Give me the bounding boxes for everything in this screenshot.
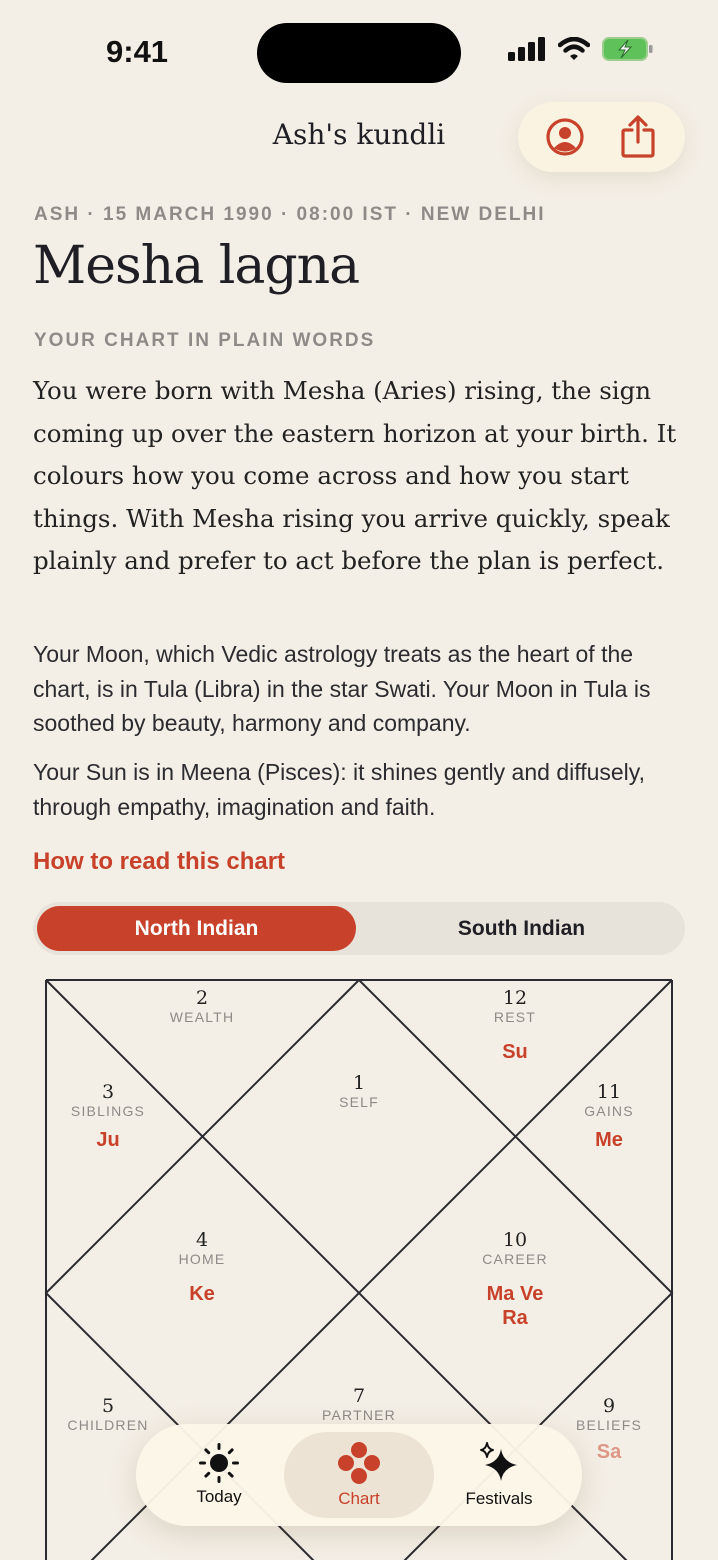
lead-paragraph: You were born with Mesha (Aries) rising, the sign coming up over the eastern horizon at your birth. It colours how you come across and how you start things. With Mesha rising you arrive quickly, speak plainly and prefer to act before the plan is perfect. — [33, 376, 677, 575]
birth-details: ASH · 15 MARCH 1990 · 08:00 IST · NEW DELHI — [34, 204, 546, 225]
house-12-planets: Su — [502, 1041, 528, 1063]
status-bar — [0, 0, 718, 100]
house-2[interactable]: 2 WEALTH — [169, 987, 235, 1025]
page-title: Ash's kundli — [272, 118, 446, 151]
header-actions — [518, 102, 685, 172]
chart-icon — [337, 1441, 381, 1485]
sun-icon — [197, 1443, 241, 1483]
house-3-planets: Ju — [96, 1129, 120, 1151]
sun-paragraph: Your Sun is in Meena (Pisces): it shines gently and diffusely, through empathy, imagination and faith. — [33, 759, 645, 820]
share-button[interactable] — [613, 112, 663, 162]
house-11-planets: Me — [595, 1129, 623, 1151]
profile-icon — [545, 117, 585, 157]
house-7[interactable]: 7 PARTNER — [321, 1385, 396, 1423]
tab-festivals[interactable] — [424, 1432, 574, 1518]
tab-today-label: Today — [196, 1487, 242, 1506]
house-10[interactable]: 10 CAREER Ma Ve Ra — [455, 1230, 575, 1330]
house-11[interactable]: 11 GAINS Me — [549, 1082, 669, 1152]
house-4[interactable]: 4 HOME Ke — [142, 1230, 262, 1306]
house-1[interactable]: 1 SELF — [339, 1072, 379, 1110]
house-10-planets: Ma Ve — [486, 1283, 544, 1305]
share-icon — [620, 115, 656, 159]
house-9-planets: Sa — [596, 1441, 622, 1463]
house-5[interactable]: 5 CHILDREN — [67, 1395, 149, 1433]
section-label: YOUR CHART IN PLAIN WORDS — [34, 330, 376, 351]
lagna-heading: Mesha lagna — [33, 236, 360, 296]
tab-bar — [136, 1424, 582, 1526]
house-10-planets-line2: Ra — [502, 1307, 528, 1329]
house-4-planets: Ke — [189, 1283, 215, 1305]
dynamic-island — [257, 23, 461, 83]
wifi-icon — [558, 37, 590, 61]
house-12[interactable]: 12 REST Su — [455, 988, 575, 1064]
profile-button[interactable] — [540, 112, 590, 162]
moon-paragraph: Your Moon, which Vedic astrology treats as the heart of the chart, is in Tula (Libra) in the star Swati. Your Moon in Tula is soothed by beauty, harmony and company. — [33, 641, 651, 736]
battery-charging-icon — [602, 36, 654, 62]
tab-chart[interactable] — [284, 1432, 434, 1518]
signal-icon — [508, 37, 546, 61]
status-icons — [508, 36, 654, 62]
tab-festivals-label: Festivals — [465, 1489, 533, 1508]
house-9[interactable]: 9 BELIEFS Sa — [549, 1396, 669, 1464]
south-indian-option[interactable]: South Indian — [457, 916, 586, 940]
status-time: 9:41 — [106, 34, 169, 69]
north-indian-option[interactable]: North Indian — [37, 906, 356, 951]
tab-chart-label: Chart — [338, 1489, 380, 1508]
how-to-read-link[interactable]: How to read this chart — [33, 848, 286, 875]
sparkles-icon — [477, 1441, 521, 1485]
tab-today[interactable] — [144, 1432, 294, 1518]
house-3[interactable]: 3 SIBLINGS Ju — [48, 1082, 168, 1152]
chart-style-toggle — [33, 902, 685, 955]
